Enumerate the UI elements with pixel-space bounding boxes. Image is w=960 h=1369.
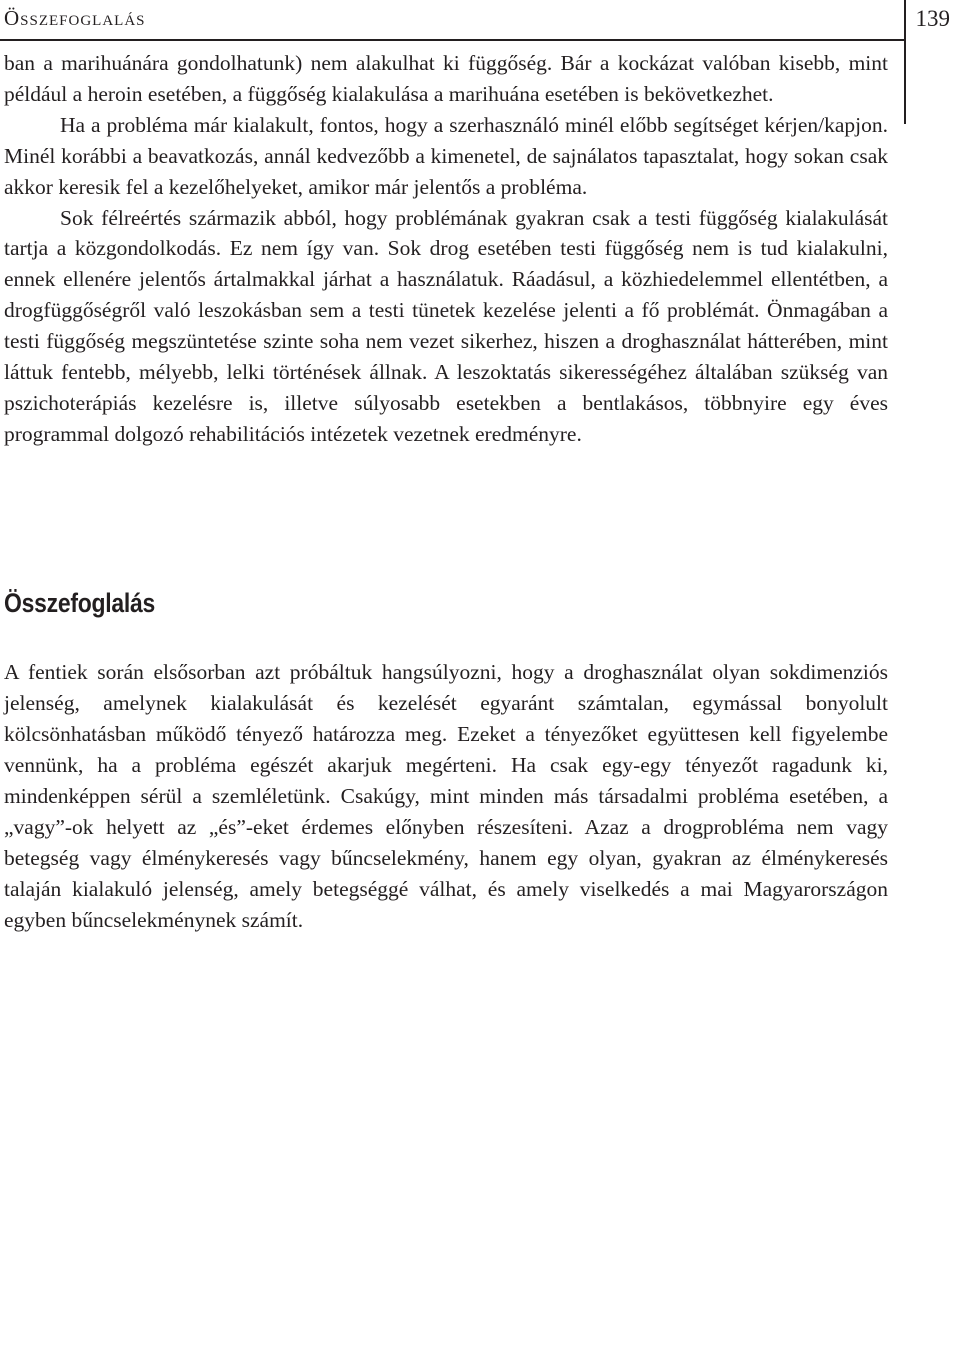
header-rule [0, 39, 905, 41]
summary-text [4, 657, 888, 936]
paragraph: Sok félreértés származik abból, hogy problémának gyakran csak a testi függőség kialakulását tartja a közgondolkodás. Ez nem így van. Sok drog esetében testi függőség nem is tud kialakulni, ennek ellenére jelentős ártalmakkal járhat a használatuk. Ráadásul, a közhiedelemmel ellentétben, a drogfüggőségről való leszokásban sem a testi tünetek kezelése jelenti a fő problémát. Önmagában a testi függőség megszüntetése szinte soha nem vezet sikerhez, hiszen a droghasználat hátterében, mint láttuk fentebb, mélyebb, lelki történések állnak. A leszoktatás sikerességéhez általában szükség van pszichoterápiás kezelésre is, illetve súlyosabb esetekben a bentlakásos, többnyire egy éves programmal dolgozó rehabilitációs intézetek vezetnek eredményre. [4, 205, 888, 446]
paragraph: Ha a probléma már kialakult, fontos, hogy a szerhasználó minél előbb segítséget kérjen/kapjon. Minél korábbi a beavatkozás, annál kedvezőbb a kimenetel, de sajnálatos tapasztalat, hogy sokan csak akkor keresik fel a kezelőhelyeket, amikor már jelentős a probléma. [4, 112, 888, 199]
paragraph: A fentiek során elsősorban azt próbáltuk hangsúlyozni, hogy a droghasználat olyan sokdimenziós jelenség, amelynek kialakulását és kezelését egyaránt számtalan, egymással bonyolult kölcsönhatásban működő tényező határozza meg. Ezeket a tényezőket együttesen kell figyelembe vennünk, ha a probléma egészét akarjuk megérteni. Ha csak egy-egy tényezőt ragadunk ki, mindenképpen sérül a szemléletünk. Csakúgy, mint minden más társadalmi probléma esetében, a „vagy”-ok helyett az „és”-eket érdemes előnyben részesíteni. Azaz a drogprobléma nem vagy betegség vagy élménykeresés vagy bűncselekmény, hanem egy olyan, gyakran az élménykeresés talaján kialakuló jelenség, amely betegséggé válhat, és amely viselkedés a mai Magyarországon egyben bűncselekménynek számít. [4, 660, 888, 932]
header-side-rule [904, 0, 906, 124]
running-head: Összefoglalás [4, 6, 146, 30]
page-number: 139 [915, 6, 950, 31]
paragraph: ban a marihuánára gondolhatunk) nem alakulhat ki függőség. Bár a kockázat valóban kisebb, mint például a heroin esetében, a függőség kialakulása a marihuána esetében is bekövetkezhet. [4, 51, 888, 106]
summary-heading: Összefoglalás [4, 588, 156, 618]
body-text [4, 48, 888, 450]
